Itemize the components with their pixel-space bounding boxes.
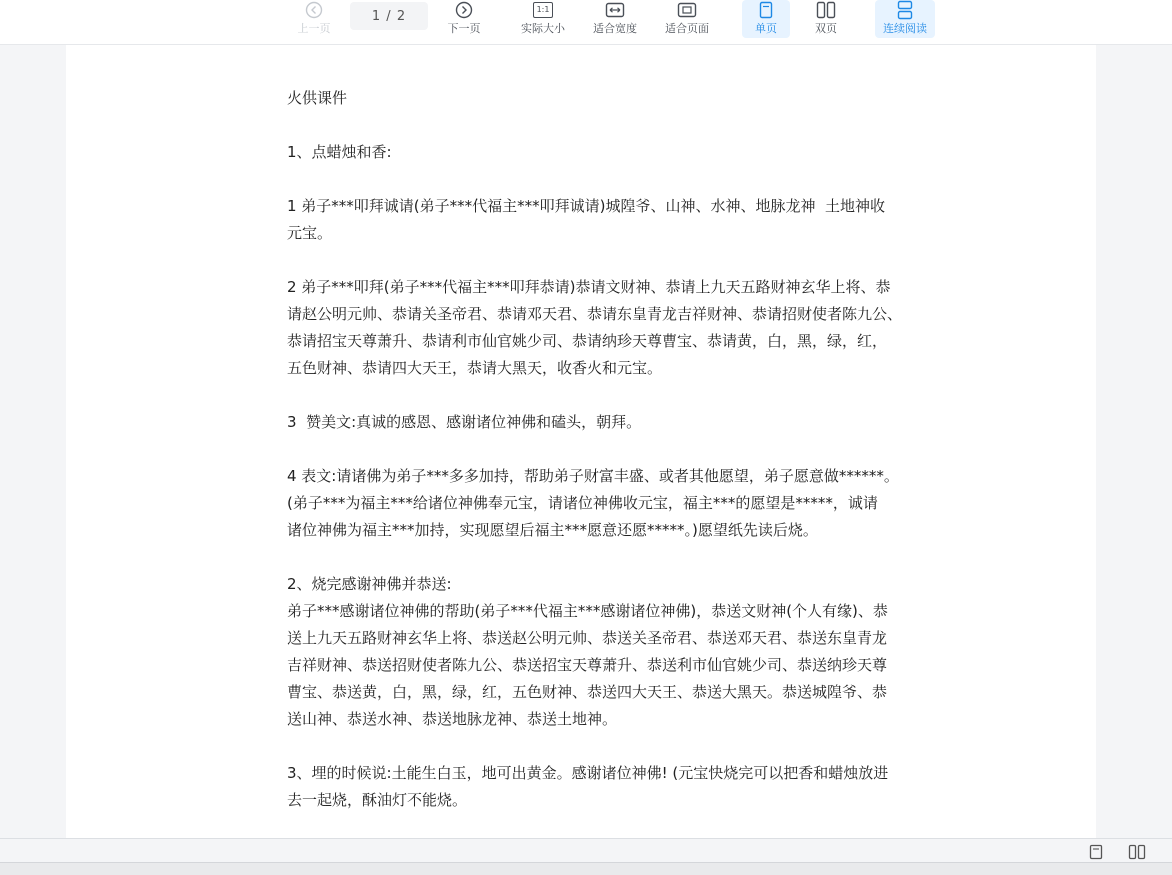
status-double-page-button[interactable] [1126, 843, 1148, 861]
paragraph-1: 1、点蜡烛和香: [287, 143, 392, 161]
viewer-toolbar [0, 0, 1172, 45]
window-bottom-edge [0, 862, 1172, 875]
status-bar [0, 838, 1172, 863]
fit-page-button[interactable] [658, 0, 716, 40]
status-single-page-button[interactable] [1087, 843, 1105, 861]
continuous-reading-label: 连续阅读 [883, 22, 927, 35]
chevron-right-circle-icon [453, 0, 475, 20]
paragraph-3: 2 弟子***叩拜(弟子***代福主***叩拜恭请)恭请文财神、恭请上九天五路财神玄华上将、恭 请赵公明元帅、恭请关圣帝君、恭请邓天君、恭请东皇青龙吉祥财神、恭请招财使者陈九公、 恭请招宝天尊萧升、恭请利市仙官姚少司、恭请纳珍天尊曹宝、恭请黄，白，黑，绿，红， 五色财神、恭请四大天王，恭请大黑天，收香火和元宝。 [287, 278, 903, 377]
page-indicator[interactable]: 1 / 2 [350, 2, 428, 30]
actual-size-icon: 1:1 [532, 0, 554, 20]
fit-width-icon [604, 0, 626, 20]
next-page-label: 下一页 [447, 22, 481, 35]
prev-page-button[interactable] [290, 0, 338, 40]
single-page-label: 单页 [755, 22, 777, 35]
fit-page-icon [676, 0, 698, 20]
fit-width-label: 适合宽度 [593, 22, 637, 35]
paragraph-2: 1 弟子***叩拜诚请(弟子***代福主***叩拜诚请)城隍爷、山神、水神、地脉龙神 土地神收 元宝。 [287, 197, 886, 242]
single-page-icon [755, 0, 777, 20]
actual-size-label: 实际大小 [521, 22, 565, 35]
prev-page-label: 上一页 [297, 22, 331, 35]
paragraph-5: 4 表文:请诸佛为弟子***多多加持，帮助弟子财富丰盛、或者其他愿望，弟子愿意做******。 (弟子***为福主***给诸位神佛奉元宝，请诸位神佛收元宝，福主***的愿望是*****，诚请 诸位神佛为福主***加持，实现愿望后福主***愿意还愿*****。)愿望纸先读后烧。 [287, 467, 899, 539]
paragraph-4: 3 赞美文:真诚的感恩、感谢诸位神佛和磕头，朝拜。 [287, 413, 642, 431]
continuous-reading-icon [894, 0, 916, 20]
double-page-icon [815, 0, 837, 20]
single-page-small-icon [1089, 844, 1103, 860]
single-page-button[interactable] [742, 0, 790, 38]
paragraph-6: 2、烧完感谢神佛并恭送: 弟子***感谢诸位神佛的帮助(弟子***代福主***感谢诸位神佛)，恭送文财神(个人有缘)、恭 送上九天五路财神玄华上将、恭送赵公明元帅、恭送关圣帝君、恭送邓天君、恭送东皇青龙 吉祥财神、恭送招财使者陈九公、恭送招宝天尊萧升、恭送利市仙官姚少司、恭送纳珍天尊 曹宝、恭送黄，白，黑，绿，红，五色财神、恭送四大天王、恭送大黑天。恭送城隍爷、恭 送山神、恭送水神、恭送地脉龙神、恭送土地神。 [287, 575, 888, 728]
fit-width-button[interactable] [586, 0, 644, 40]
double-page-button[interactable] [802, 0, 850, 40]
actual-size-button[interactable] [514, 0, 572, 40]
chevron-left-circle-icon [303, 0, 325, 20]
next-page-button[interactable] [440, 0, 488, 40]
document-page [66, 45, 1096, 838]
document-content [287, 85, 1027, 868]
double-page-label: 双页 [815, 22, 837, 35]
double-page-small-icon [1128, 844, 1146, 860]
fit-page-label: 适合页面 [665, 22, 709, 35]
continuous-reading-button[interactable] [875, 0, 935, 38]
document-title: 火供课件 [287, 89, 348, 107]
paragraph-7: 3、埋的时候说:土能生白玉，地可出黄金。感谢诸位神佛! (元宝快烧完可以把香和蜡烛放进 去一起烧，酥油灯不能烧。 [287, 764, 889, 809]
